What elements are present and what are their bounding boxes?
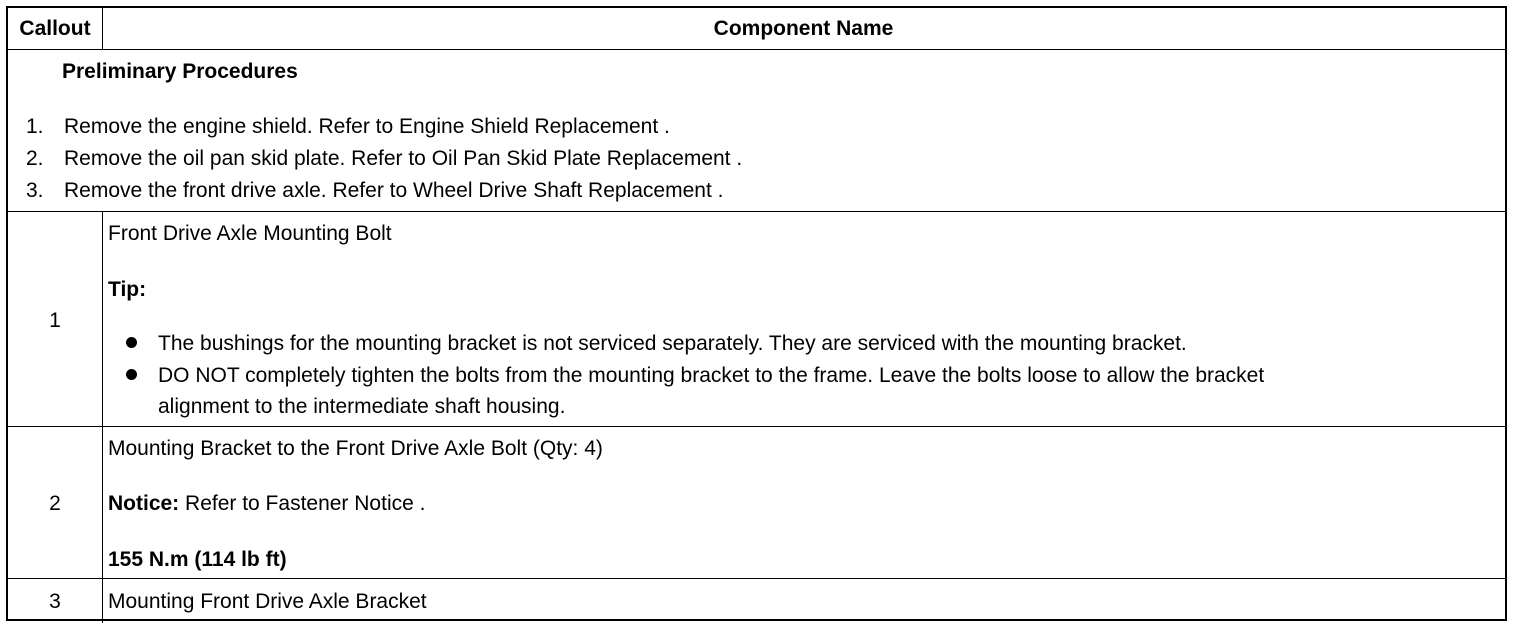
step-number: 2. (26, 147, 44, 170)
step-text: Remove the front drive axle. Refer to Wheel Drive Shaft Replacement . (64, 179, 724, 202)
tip-text: DO NOT completely tighten the bolts from the mounting bracket to the frame. Leave the bolts loose to allow the bracket (158, 364, 1265, 387)
step-number: 1. (26, 115, 44, 138)
row-rule-3 (8, 578, 1505, 579)
step-text: Remove the oil pan skid plate. Refer to Oil Pan Skid Plate Replacement . (64, 147, 743, 170)
bullet-icon (126, 369, 137, 380)
callout-number: 3 (49, 590, 61, 613)
tip-bullet (126, 364, 1264, 388)
prelim-step (26, 147, 742, 171)
header-component-name: Component Name (713, 16, 894, 40)
notice-text: Refer to Fastener Notice . (179, 492, 426, 515)
component-table (6, 6, 1507, 621)
preliminary-title: Preliminary Procedures (62, 60, 298, 83)
tip-text: The bushings for the mounting bracket is not serviced separately. They are serviced with the mounting bracket. (158, 332, 1187, 355)
bullet-icon (126, 337, 137, 348)
component-name: Front Drive Axle Mounting Bolt (108, 222, 392, 245)
header-rule (8, 49, 1505, 50)
tip-bullet (126, 332, 1187, 356)
component-name: Mounting Bracket to the Front Drive Axle Bolt (Qty: 4) (108, 437, 603, 460)
prelim-step (26, 179, 723, 203)
callout-number: 2 (49, 492, 61, 515)
callout-number: 1 (49, 309, 61, 332)
header-divider (102, 8, 103, 49)
notice-label: Notice: (108, 492, 180, 515)
notice-line (108, 492, 425, 516)
header-callout: Callout (19, 16, 91, 40)
tip-label: Tip: (108, 278, 147, 301)
row-rule-2 (8, 426, 1505, 427)
row-rule-1 (8, 211, 1505, 212)
tip-text-continued: alignment to the intermediate shaft housing. (158, 395, 566, 418)
torque-spec: 155 N.m (114 lb ft) (108, 548, 287, 571)
column-divider (102, 211, 103, 623)
step-text: Remove the engine shield. Refer to Engine Shield Replacement . (64, 115, 670, 138)
component-name: Mounting Front Drive Axle Bracket (108, 590, 427, 613)
step-number: 3. (26, 179, 44, 202)
prelim-step (26, 115, 670, 139)
